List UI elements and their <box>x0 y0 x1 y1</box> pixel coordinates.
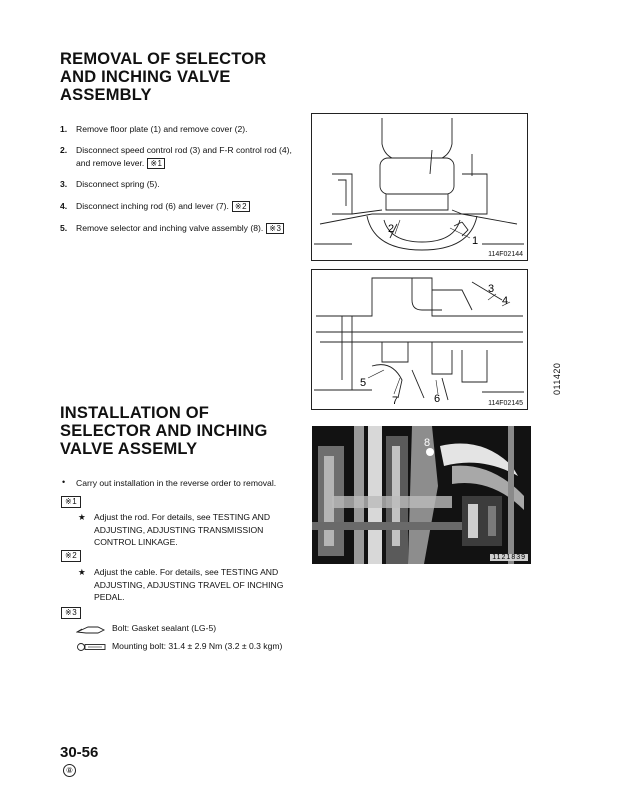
sealant-text: Bolt: Gasket sealant (LG-5) <box>112 623 217 633</box>
reference-mark: ※1 <box>147 158 165 169</box>
callout-label: 8 <box>424 437 431 449</box>
removal-step-2 <box>60 144 300 169</box>
installation-heading <box>60 404 268 458</box>
removal-step-5 <box>60 222 300 235</box>
sealant-line <box>76 622 216 635</box>
reference-mark: ※1 <box>61 496 81 508</box>
torque-text: Mounting bolt: 31.4 ± 2.9 Nm (3.2 ± 0.3 kgm) <box>112 641 283 651</box>
step-text: Remove selector and inching valve assembly (8). <box>76 223 264 233</box>
reference-mark: ※3 <box>61 607 81 619</box>
reference-note: Adjust the rod. For details, see TESTING AND ADJUSTING, ADJUSTING TRANSMISSION CONTROL LINKAGE. <box>94 512 271 547</box>
figure-linkage <box>311 269 528 410</box>
step-number: 1. <box>60 124 68 134</box>
installation-heading-line: SELECTOR AND INCHING <box>60 422 268 440</box>
callout-label: 6 <box>434 393 441 405</box>
step-text: Remove floor plate (1) and remove cover (2). <box>76 124 248 134</box>
callout-label: 2 <box>388 223 395 235</box>
removal-step-3 <box>60 178 300 191</box>
torque-line <box>76 640 282 653</box>
star-icon: ★ <box>78 512 86 522</box>
installation-heading-line: VALVE ASSEMLY <box>60 440 198 458</box>
torque-wrench-icon <box>76 642 106 652</box>
page-number: 30-56 <box>60 744 99 761</box>
removal-step-4 <box>60 200 300 213</box>
gasket-sealant-icon <box>76 624 106 634</box>
floor-plate-drawing <box>312 114 527 260</box>
step-text: Disconnect spring (5). <box>76 179 160 189</box>
step-text: Disconnect speed control rod (3) and F-R control rod (4), and remove lever. <box>76 145 292 168</box>
step-number: 2. <box>60 145 68 155</box>
callout-label: 4 <box>502 295 509 307</box>
valve-photo <box>312 426 531 564</box>
removal-heading-line: REMOVAL OF SELECTOR <box>60 50 267 68</box>
star-icon: ★ <box>78 567 86 577</box>
bullet-icon: • <box>62 477 66 487</box>
figure-code: 1121839 <box>492 554 526 561</box>
reference-mark: ※2 <box>61 550 81 562</box>
step-number: 5. <box>60 223 68 233</box>
reference-mark: ※3 <box>266 223 284 234</box>
removal-step-1 <box>60 123 300 136</box>
reference-note: Adjust the cable. For details, see TESTING AND ADJUSTING, ADJUSTING TRAVEL OF INCHING PEDAL. <box>94 567 284 602</box>
linkage-drawing <box>312 270 527 409</box>
document-side-code: 011420 <box>552 362 562 395</box>
installation-intro: Carry out installation in the reverse order to removal. <box>76 478 277 488</box>
callout-label: 1 <box>472 235 479 247</box>
callout-label: 7 <box>392 395 399 407</box>
figure-code: 114F02144 <box>488 251 523 258</box>
figure-code: 114F02145 <box>488 400 523 407</box>
callout-label: 3 <box>488 283 495 295</box>
revision-mark: ⑧ <box>63 764 76 777</box>
step-number: 3. <box>60 179 68 189</box>
valve-photo-image <box>312 426 531 564</box>
step-number: 4. <box>60 201 68 211</box>
removal-heading-line: AND INCHING VALVE <box>60 68 231 86</box>
callout-label: 5 <box>360 377 367 389</box>
step-text: Disconnect inching rod (6) and lever (7). <box>76 201 229 211</box>
figure-floor-plate <box>311 113 528 261</box>
removal-heading-line: ASSEMBLY <box>60 86 152 104</box>
removal-heading <box>60 50 266 104</box>
reference-mark: ※2 <box>232 201 250 212</box>
installation-heading-line: INSTALLATION OF <box>60 404 210 422</box>
